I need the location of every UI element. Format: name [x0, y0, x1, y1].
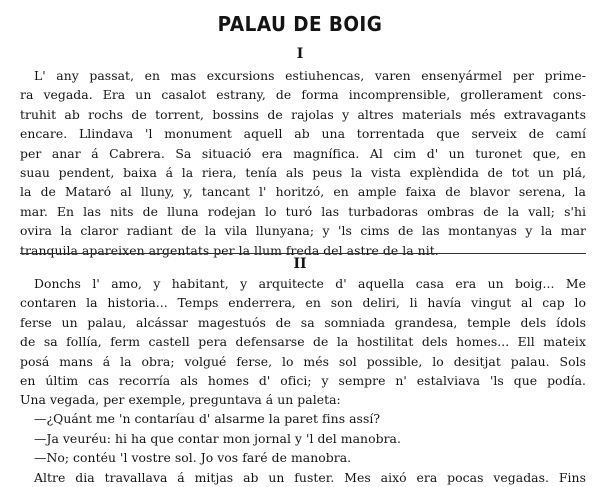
- paragraph-section-1: [20, 66, 586, 260]
- text-line: Una vegada, per exemple, preguntava á un paleta:: [20, 392, 341, 407]
- text-line: ra vegada. Era un casalot estrany, de forma incomprensible, grollerament cons-: [20, 87, 586, 103]
- section-divider: [20, 253, 586, 254]
- text-line: ferse un palau, alcássar magestuós de sa somniada grandesa, temple dels ídols: [20, 314, 586, 330]
- text-line: Donchs l' amo, y habitant, y arquitecte d' aquella casa era un boig... Me: [34, 276, 586, 291]
- text-line: ovira la claror radiant de la vila llunyana; y 'ls cims de las montanyas y la mar: [20, 223, 586, 239]
- text-line: la de Mataró al lluny, y, tancant l' horitzó, en ample faixa de blavor serena, la: [20, 184, 586, 200]
- text-line: mar. En las nits de lluna rodejan lo turó las turbadoras ombras de la vall; s'hi: [20, 203, 586, 219]
- document-title: PALAU DE BOIG: [217, 12, 383, 36]
- text-line: en últim cas recorría als homes d' ofici; y sempre n' estalviava 'ls que podía.: [20, 372, 586, 388]
- dialogue-line: —Ja veuréu: hi ha que contar mon jornal y 'l del manobra.: [34, 430, 401, 446]
- paragraph-section-2: [20, 274, 586, 390]
- text-line: Altre dia travallava á mitjas ab un fuster. Mes aixó era pocas vegadas. Fins: [34, 469, 586, 485]
- text-line: de sa follía, ferm castell pera defensarse de la hostilitat dels homes... Ell mateix: [20, 334, 586, 350]
- dialogue-line: —No; contéu 'l vostre sol. Jo vos faré de manobra.: [34, 450, 352, 466]
- section-number-2: II: [293, 256, 307, 272]
- text-line: contaren la historia... Temps enderrera, en son deliri, li havía vingut al cap lo: [20, 295, 586, 311]
- text-line: posá mans á la obra; volgué ferse, lo més sol possible, lo desitjat palau. Sols: [20, 353, 586, 369]
- section-number-1: I: [296, 46, 304, 62]
- text-line: encare. Llindava 'l monument aquell ab una torrentada que serveix de camí: [20, 126, 586, 142]
- text-line: suau pendent, baixa á la riera, tenía als peus la vista explèndida de tot un plá,: [20, 164, 586, 180]
- text-line: L' any passat, en mas excursions estiuhencas, varen ensenyármel per prime-: [34, 68, 586, 83]
- paragraph-dialogue: [20, 390, 586, 487]
- dialogue-line: —¿Quánt me 'n contaríau d' alsarme la paret fins assí?: [34, 411, 381, 427]
- text-line: per anar á Cabrera. Sa situació era magnífica. Al cim d' un turonet que, en: [20, 145, 586, 161]
- text-line: tranquila apareixen argentats per la llum freda del astre de la nit.: [20, 242, 439, 258]
- text-line: truhit ab rochs de torrent, bossins de rajolas y altres materials més extravagants: [20, 106, 586, 122]
